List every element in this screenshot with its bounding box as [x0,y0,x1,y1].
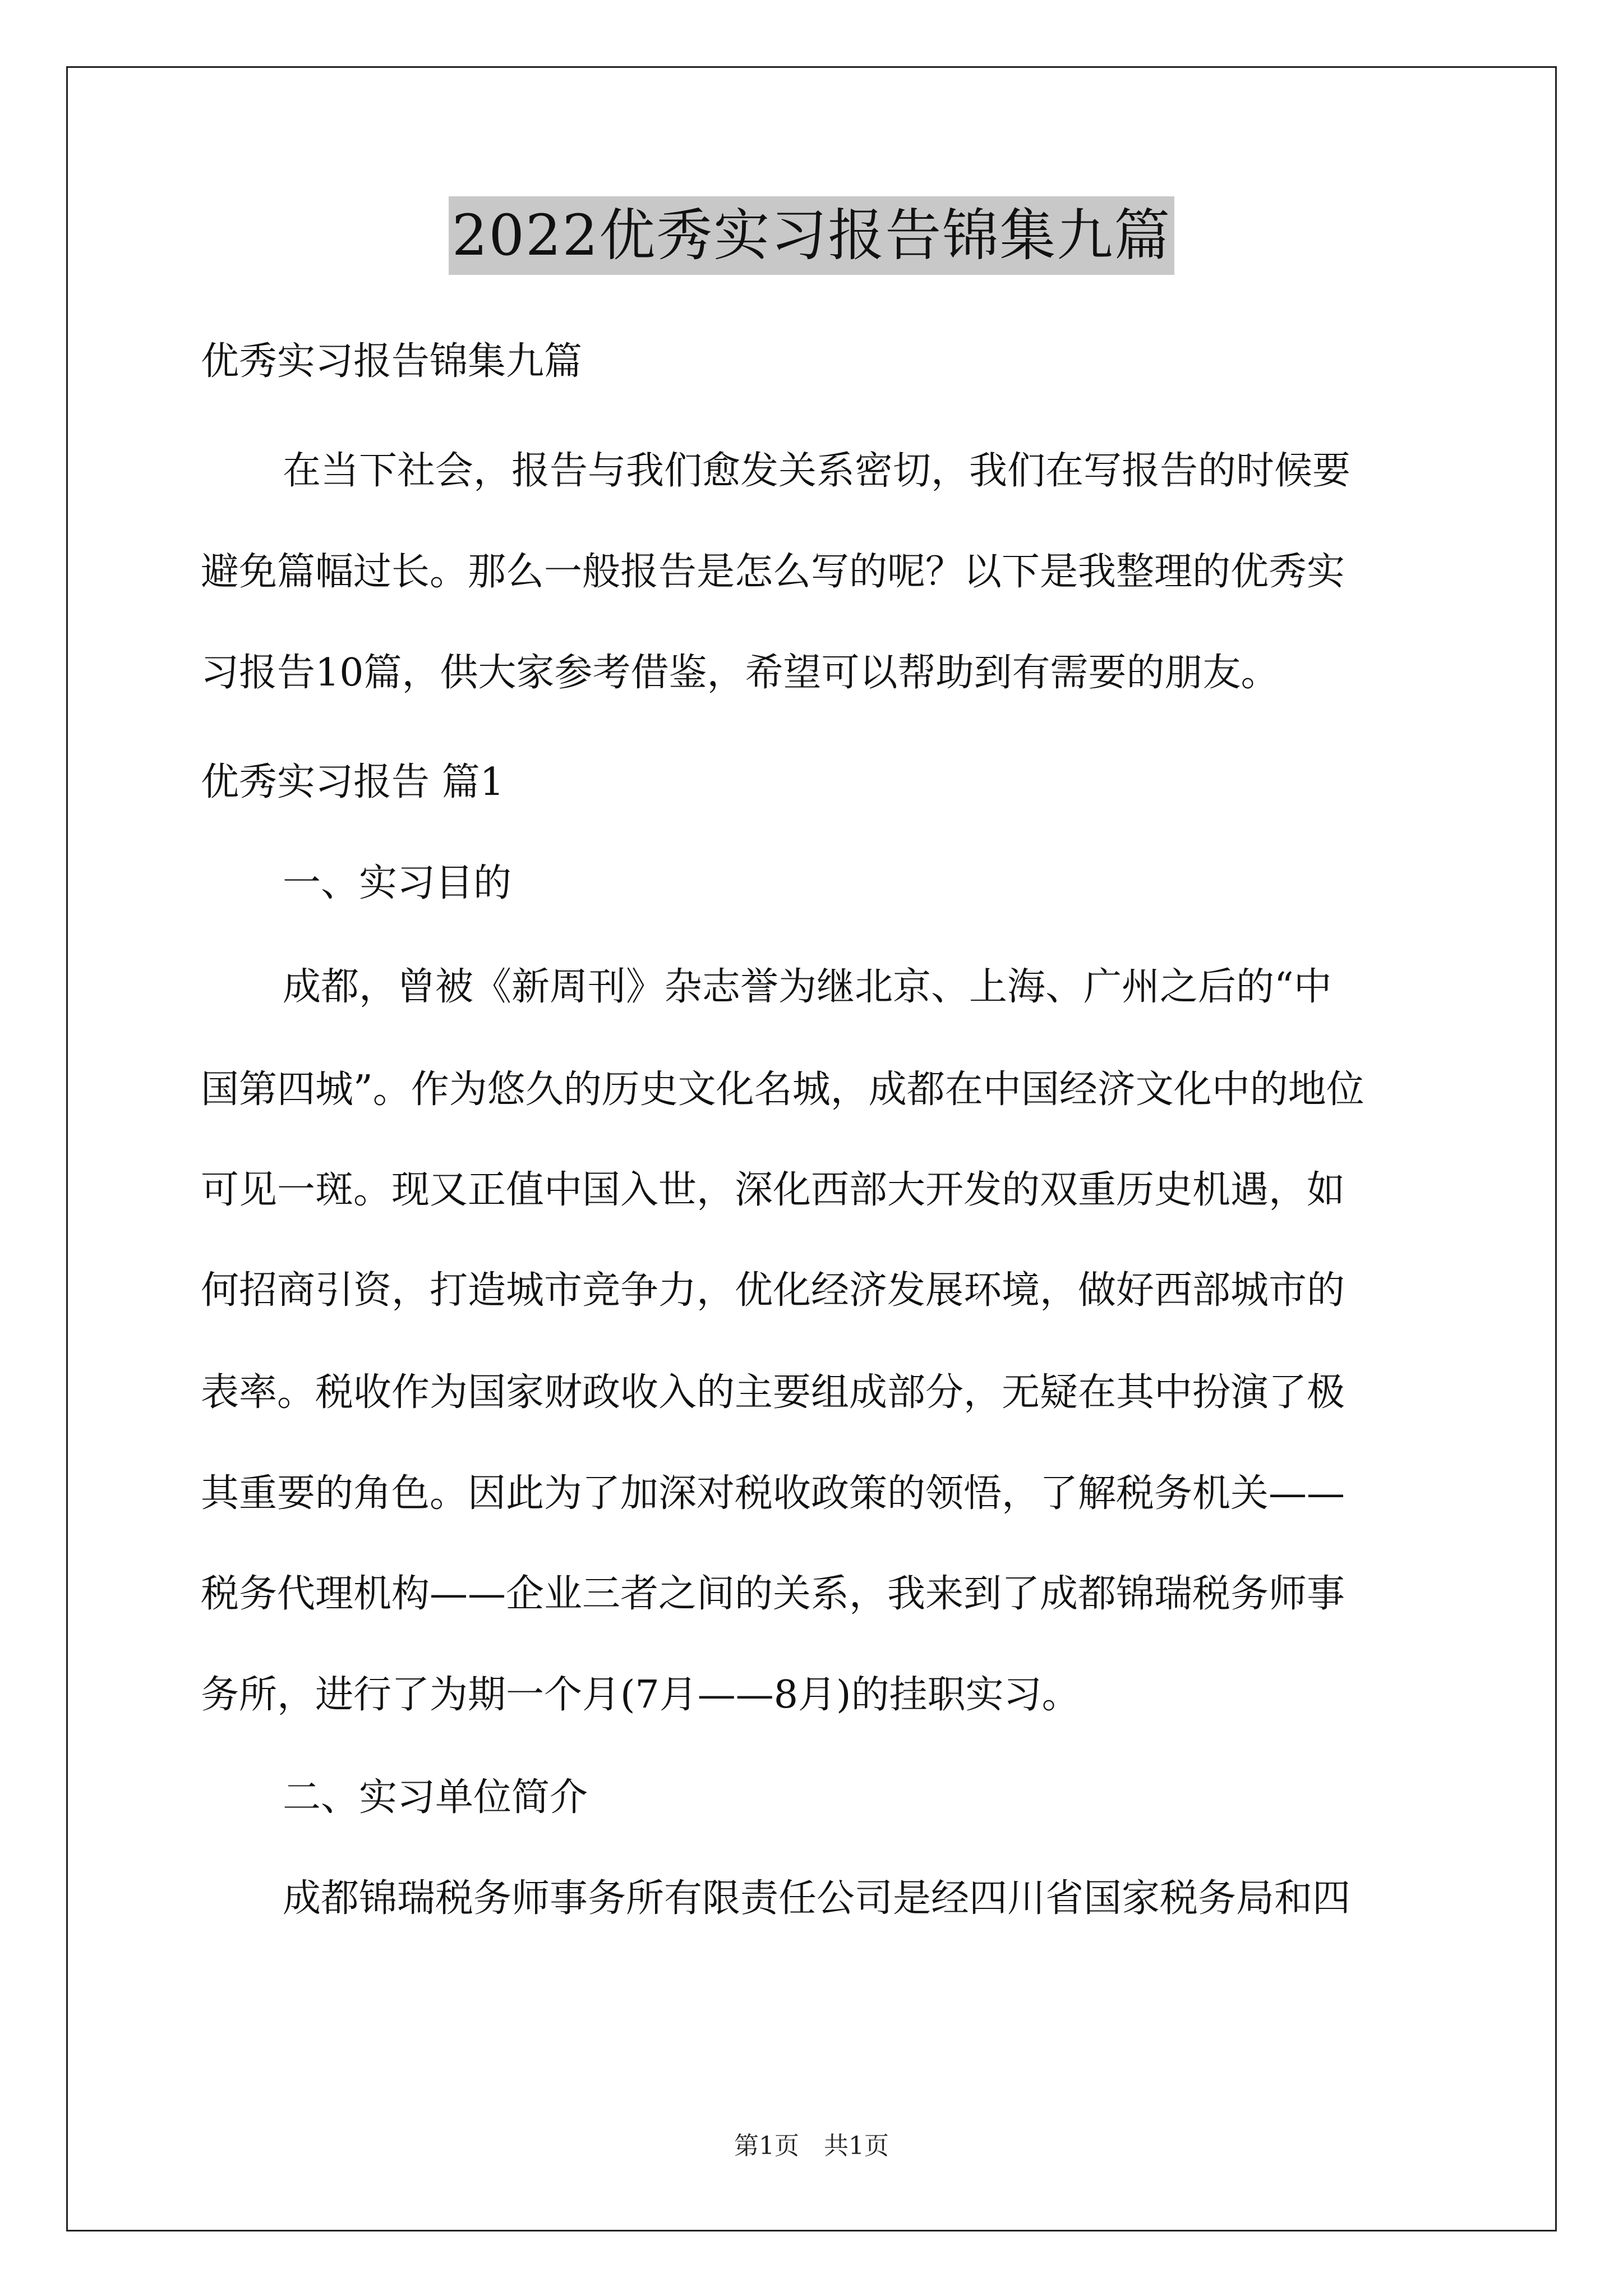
intro-line-2: 避免篇幅过长。那么一般报告是怎么写的呢？以下是我整理的优秀实 [201,550,1345,594]
subheading-purpose: 一、实习目的 [283,861,512,905]
title-container [0,196,1623,275]
page-footer: 第1页 共1页 [734,2132,889,2160]
subtitle-line: 优秀实习报告锦集九篇 [201,339,583,384]
body-line-6: 其重要的角色。因此为了加深对税收政策的领悟，了解税务机关—— [201,1471,1345,1516]
body-line-8: 务所，进行了为期一个月(7月——8月)的挂职实习。 [201,1673,1080,1717]
subheading-unit: 二、实习单位简介 [283,1775,588,1820]
body-line-3: 可见一斑。现又正值中国入世，深化西部大开发的双重历史机遇，如 [201,1168,1345,1212]
body-line-2: 国第四城”。作为悠久的历史文化名城，成都在中国经济文化中的地位 [201,1068,1364,1112]
body-line-9: 成都锦瑞税务师事务所有限责任公司是经四川省国家税务局和四 [283,1876,1351,1921]
document-title: 2022优秀实习报告锦集九篇 [449,196,1175,275]
body-line-4: 何招商引资，打造城市竞争力，优化经济发展环境，做好西部城市的 [201,1268,1345,1313]
intro-line-3: 习报告10篇，供大家参考借鉴，希望可以帮助到有需要的朋友。 [201,651,1279,695]
intro-line-1: 在当下社会，报告与我们愈发关系密切，我们在写报告的时候要 [283,449,1351,493]
body-line-7: 税务代理机构——企业三者之间的关系，我来到了成都锦瑞税务师事 [201,1572,1345,1616]
body-line-1: 成都，曾被《新周刊》杂志誉为继北京、上海、广州之后的“中 [283,965,1332,1009]
section-heading-1: 优秀实习报告 篇1 [201,760,504,804]
body-line-5: 表率。税收作为国家财政收入的主要组成部分，无疑在其中扮演了极 [201,1370,1345,1415]
